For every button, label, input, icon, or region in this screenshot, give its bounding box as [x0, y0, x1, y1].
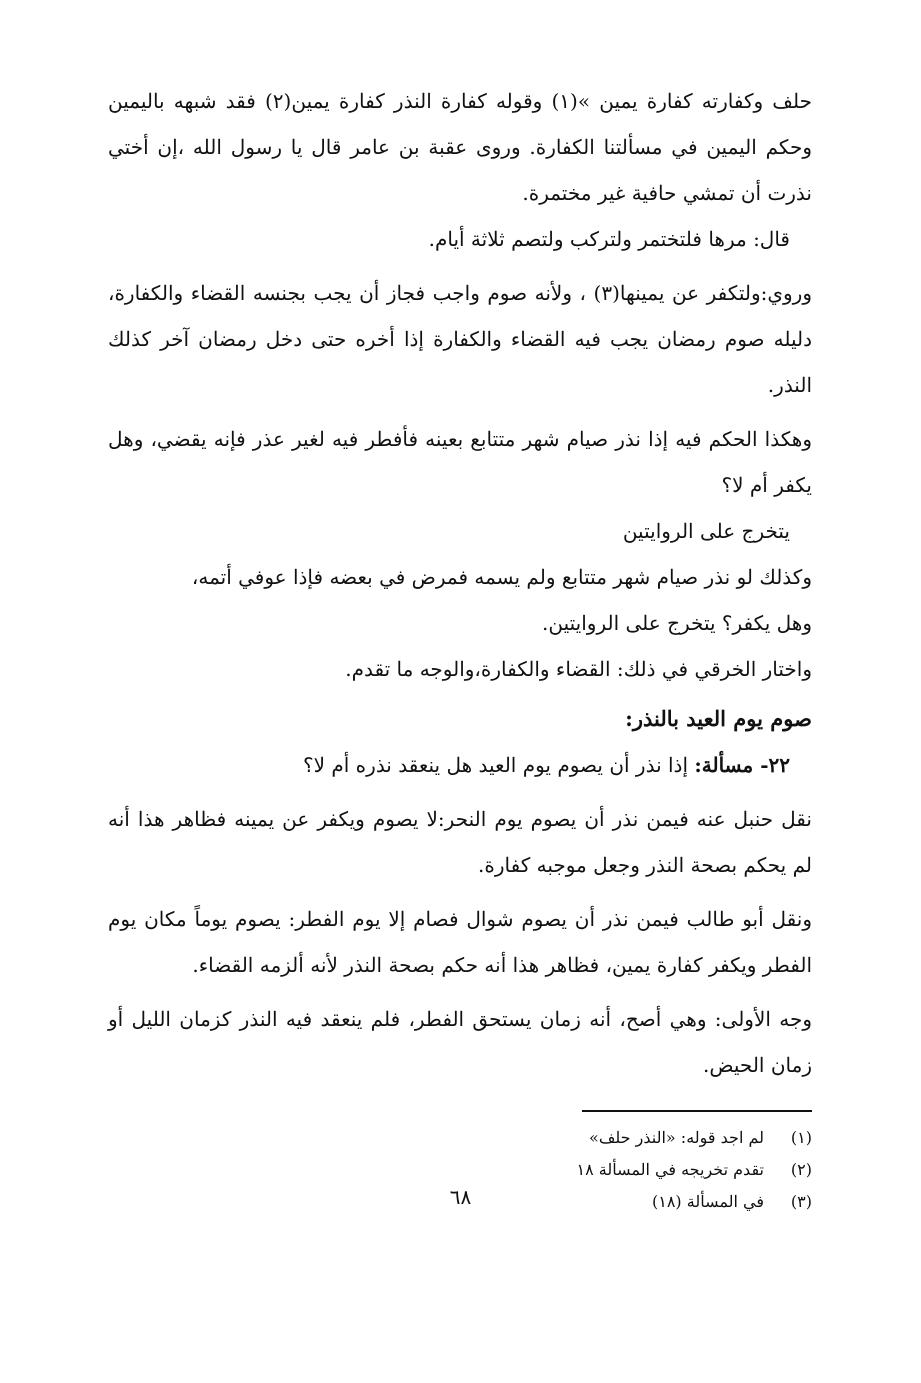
footnote-text: لم اجد قوله: «النذر حلف» [589, 1128, 764, 1147]
paragraph: حلف وكفارته كفارة يمين »(١) وقوله كفارة النذر كفارة يمين(٢) فقد شبهه باليمين وحكم اليمين في مسألتنا الكفارة. وروى عقبة بن عامر قال يا رسول الله ،إن أختي نذرت أن تمشي حافية غير مختمرة. [108, 89, 812, 205]
paragraph: ونقل أبو طالب فيمن نذر أن يصوم شوال فصام إلا يوم الفطر: يصوم يوماً مكان يوم الفطر ويكفر كفارة يمين، فظاهر هذا أنه حكم بصحة النذر لأنه ألزمه القضاء. [108, 907, 812, 977]
footnote-number: (٢) [790, 1160, 812, 1179]
footnote-text: في المسألة (١٨) [651, 1192, 764, 1211]
paragraph: واختار الخرقي في ذلك: القضاء والكفارة،والوجه ما تقدم. [345, 657, 812, 681]
page-number: ٦٨ [449, 1185, 472, 1209]
footnote-text: تقدم تخريجه في المسألة ١٨ [576, 1160, 764, 1179]
footnote-number: (١) [790, 1128, 812, 1147]
footnote-item [108, 1122, 812, 1154]
footnote-item [108, 1154, 812, 1186]
page-body [108, 78, 812, 1368]
paragraph: وروي:ولتكفر عن يمينها(٣) ، ولأنه صوم واجب فجاز أن يجب بجنسه القضاء والكفارة، دليله صوم رمضان يجب فيه القضاء والكفارة إذا أخره حتى دخل رمضان آخر كذلك النذر. [108, 281, 812, 397]
paragraph: يتخرج على الروايتين [622, 519, 790, 543]
paragraph: وجه الأولى: وهي أصح، أنه زمان يستحق الفطر، فلم ينعقد فيه النذر كزمان الليل أو زمان الحيض. [108, 1007, 812, 1077]
paragraph: قال: مرها فلتختمر ولتركب ولتصم ثلاثة أيام. [428, 227, 790, 251]
question-text: إذا نذر أن يصوم يوم العيد هل ينعقد نذره أم لا؟ [303, 753, 695, 777]
question-paragraph [108, 742, 812, 788]
paragraph: وكذلك لو نذر صيام شهر متتابع ولم يسمه فمرض في بعضه فإذا عوفي أتمه، [191, 565, 812, 589]
footnote-number: (٣) [790, 1192, 812, 1211]
paragraph: وهل يكفر؟ يتخرج على الروايتين. [542, 611, 812, 635]
paragraph: نقل حنبل عنه فيمن نذر أن يصوم يوم النحر:لا يصوم ويكفر عن يمينه فظاهر هذا أنه لم يحكم بصحة النذر وجعل موجبه كفارة. [108, 807, 812, 877]
footnote-divider [582, 1110, 812, 1112]
section-heading: صوم يوم العيد بالنذر: [625, 706, 812, 731]
paragraph: وهكذا الحكم فيه إذا نذر صيام شهر متتابع بعينه فأفطر فيه لغير عذر فإنه يقضي، وهل يكفر أم لا؟ [108, 427, 812, 497]
question-label: ٢٢- مسألة: [694, 753, 790, 777]
